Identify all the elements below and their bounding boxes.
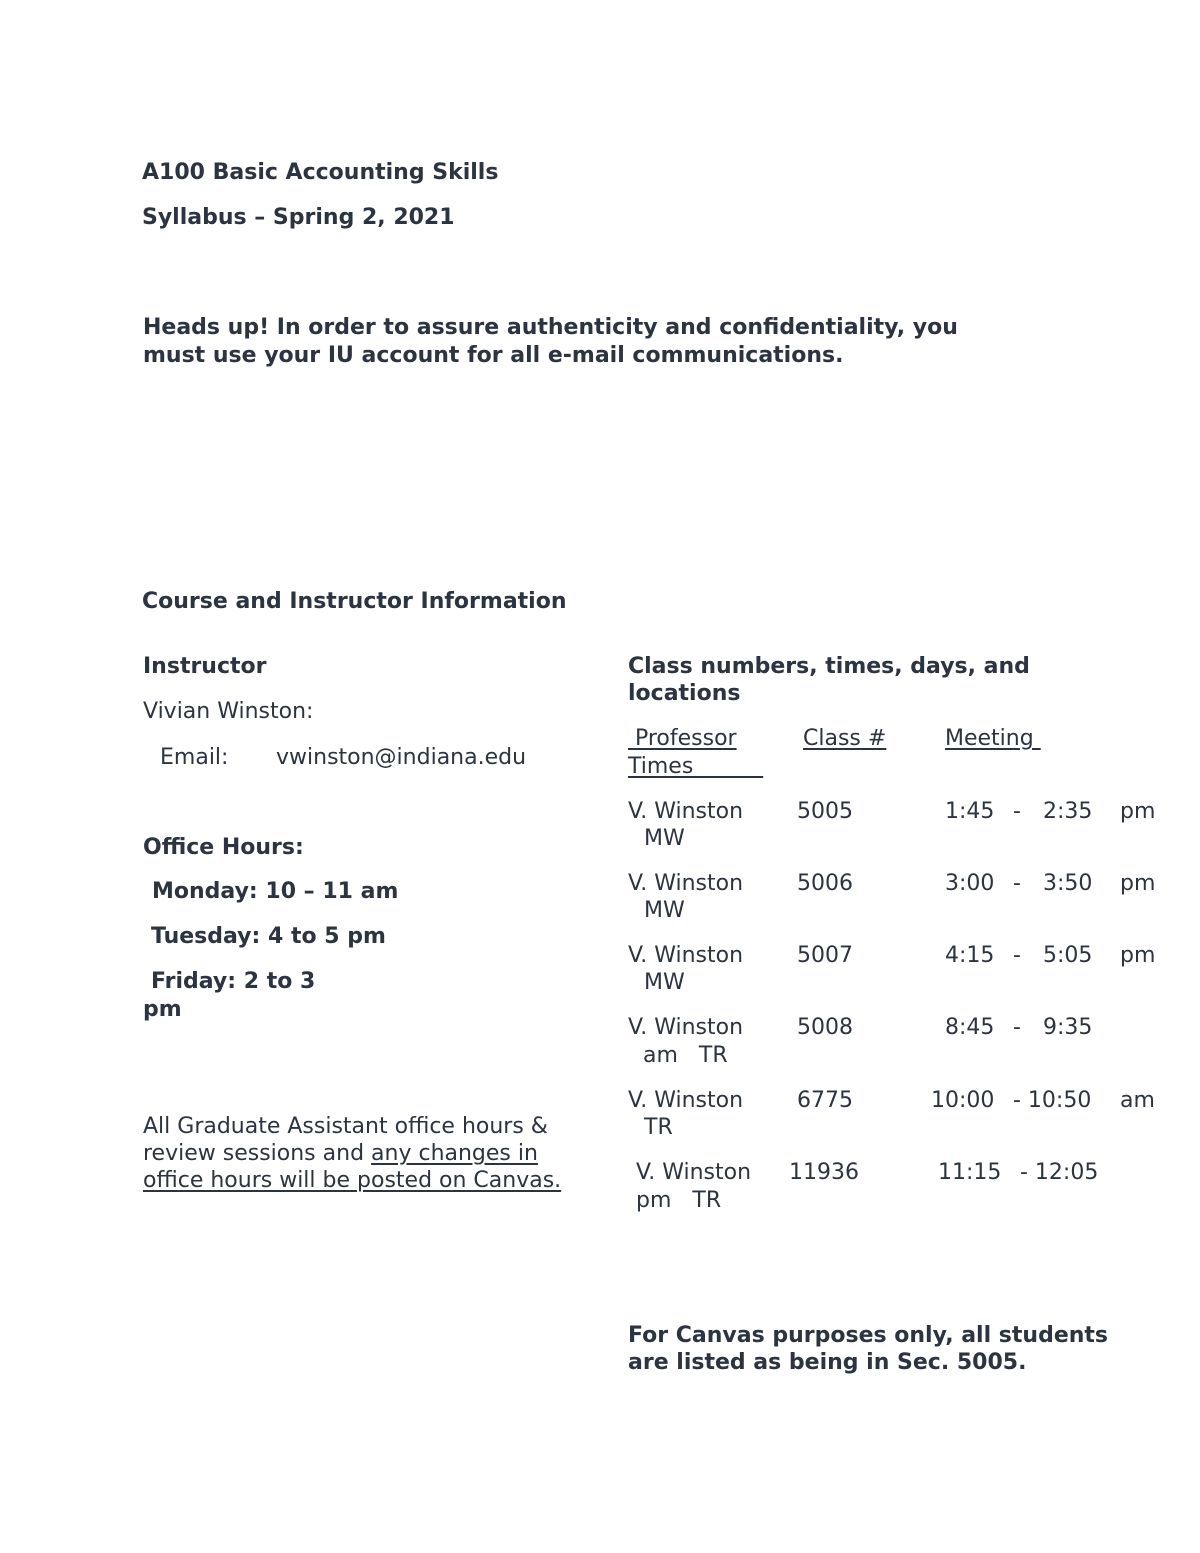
row-start: 3:00 <box>945 871 995 896</box>
row-class-number: 5008 <box>797 1015 853 1040</box>
instructor-name: Vivian Winston: <box>143 699 314 724</box>
row-start: 4:15 <box>945 943 995 968</box>
ga-note-plain: review sessions and <box>143 1141 372 1166</box>
row-dash: - <box>1013 871 1021 896</box>
row-end: 2:35 <box>1043 799 1093 824</box>
row-ampm: am <box>1120 1088 1155 1113</box>
ga-note-line-2 <box>143 1140 538 1167</box>
row-class-number: 5007 <box>797 943 853 968</box>
office-hours-heading: Office Hours: <box>143 835 304 860</box>
row-start: 11:15 <box>938 1160 1002 1185</box>
row-ampm: pm <box>1120 871 1156 896</box>
row-dash: - <box>1013 943 1021 968</box>
row-professor: V. Winston <box>628 871 744 896</box>
row-start: 10:00 <box>931 1088 995 1113</box>
ga-note-line-1: All Graduate Assistant office hours & <box>143 1114 548 1139</box>
row-end: 3:50 <box>1043 871 1093 896</box>
office-hours-friday: Friday: 2 to 3 <box>151 969 316 994</box>
col-meeting: Meeting <box>945 726 1041 751</box>
row-days: am TR <box>643 1043 728 1068</box>
row-class-number: 5006 <box>797 871 853 896</box>
row-days: MW <box>644 898 685 923</box>
row-class-number: 5005 <box>797 799 853 824</box>
syllabus-term: Syllabus – Spring 2, 2021 <box>142 205 455 230</box>
row-days: pm TR <box>636 1188 722 1213</box>
canvas-note-line-2: are listed as being in Sec. 5005. <box>628 1350 1027 1375</box>
row-dash: - 10:50 <box>1013 1088 1092 1113</box>
row-dash: - <box>1013 1015 1021 1040</box>
row-professor: V. Winston <box>628 799 744 824</box>
row-professor: V. Winston <box>636 1160 752 1185</box>
instructor-email: vwinston@indiana.edu <box>276 745 527 770</box>
course-title: A100 Basic Accounting Skills <box>142 160 499 185</box>
instructor-heading: Instructor <box>143 654 267 679</box>
ga-note-line-3: office hours will be posted on Canvas. <box>143 1168 562 1193</box>
schedule-heading-cont: locations <box>628 681 741 706</box>
col-class-number: Class # <box>803 726 887 751</box>
row-end: 9:35 <box>1043 1015 1093 1040</box>
col-professor: Professor <box>628 726 737 751</box>
canvas-note-line-1: For Canvas purposes only, all students <box>628 1323 1109 1348</box>
row-days: MW <box>644 970 685 995</box>
row-start: 1:45 <box>945 799 995 824</box>
section-title: Course and Instructor Information <box>142 589 567 614</box>
office-hours-tuesday: Tuesday: 4 to 5 pm <box>151 924 386 949</box>
email-label: Email: <box>160 745 229 770</box>
row-end: 5:05 <box>1043 943 1093 968</box>
ga-note-underlined: any changes in <box>371 1141 538 1166</box>
row-class-number: 6775 <box>797 1088 853 1113</box>
row-ampm: pm <box>1120 943 1156 968</box>
row-professor: V. Winston <box>628 1088 744 1113</box>
row-days: TR <box>644 1115 673 1140</box>
row-class-number: 11936 <box>789 1160 859 1185</box>
row-dash: - 12:05 <box>1020 1160 1099 1185</box>
notice-line-1: Heads up! In order to assure authenticity and confidentiality, you <box>143 315 958 340</box>
row-start: 8:45 <box>945 1015 995 1040</box>
office-hours-monday: Monday: 10 – 11 am <box>152 879 399 904</box>
row-days: MW <box>644 826 685 851</box>
row-professor: V. Winston <box>628 943 744 968</box>
row-professor: V. Winston <box>628 1015 744 1040</box>
office-hours-friday-cont: pm <box>143 997 182 1022</box>
row-dash: - <box>1013 799 1021 824</box>
col-times: Times <box>628 754 764 779</box>
row-ampm: pm <box>1120 799 1156 824</box>
notice-line-2: must use your IU account for all e-mail communications. <box>143 343 844 368</box>
schedule-heading: Class numbers, times, days, and <box>628 654 1030 679</box>
